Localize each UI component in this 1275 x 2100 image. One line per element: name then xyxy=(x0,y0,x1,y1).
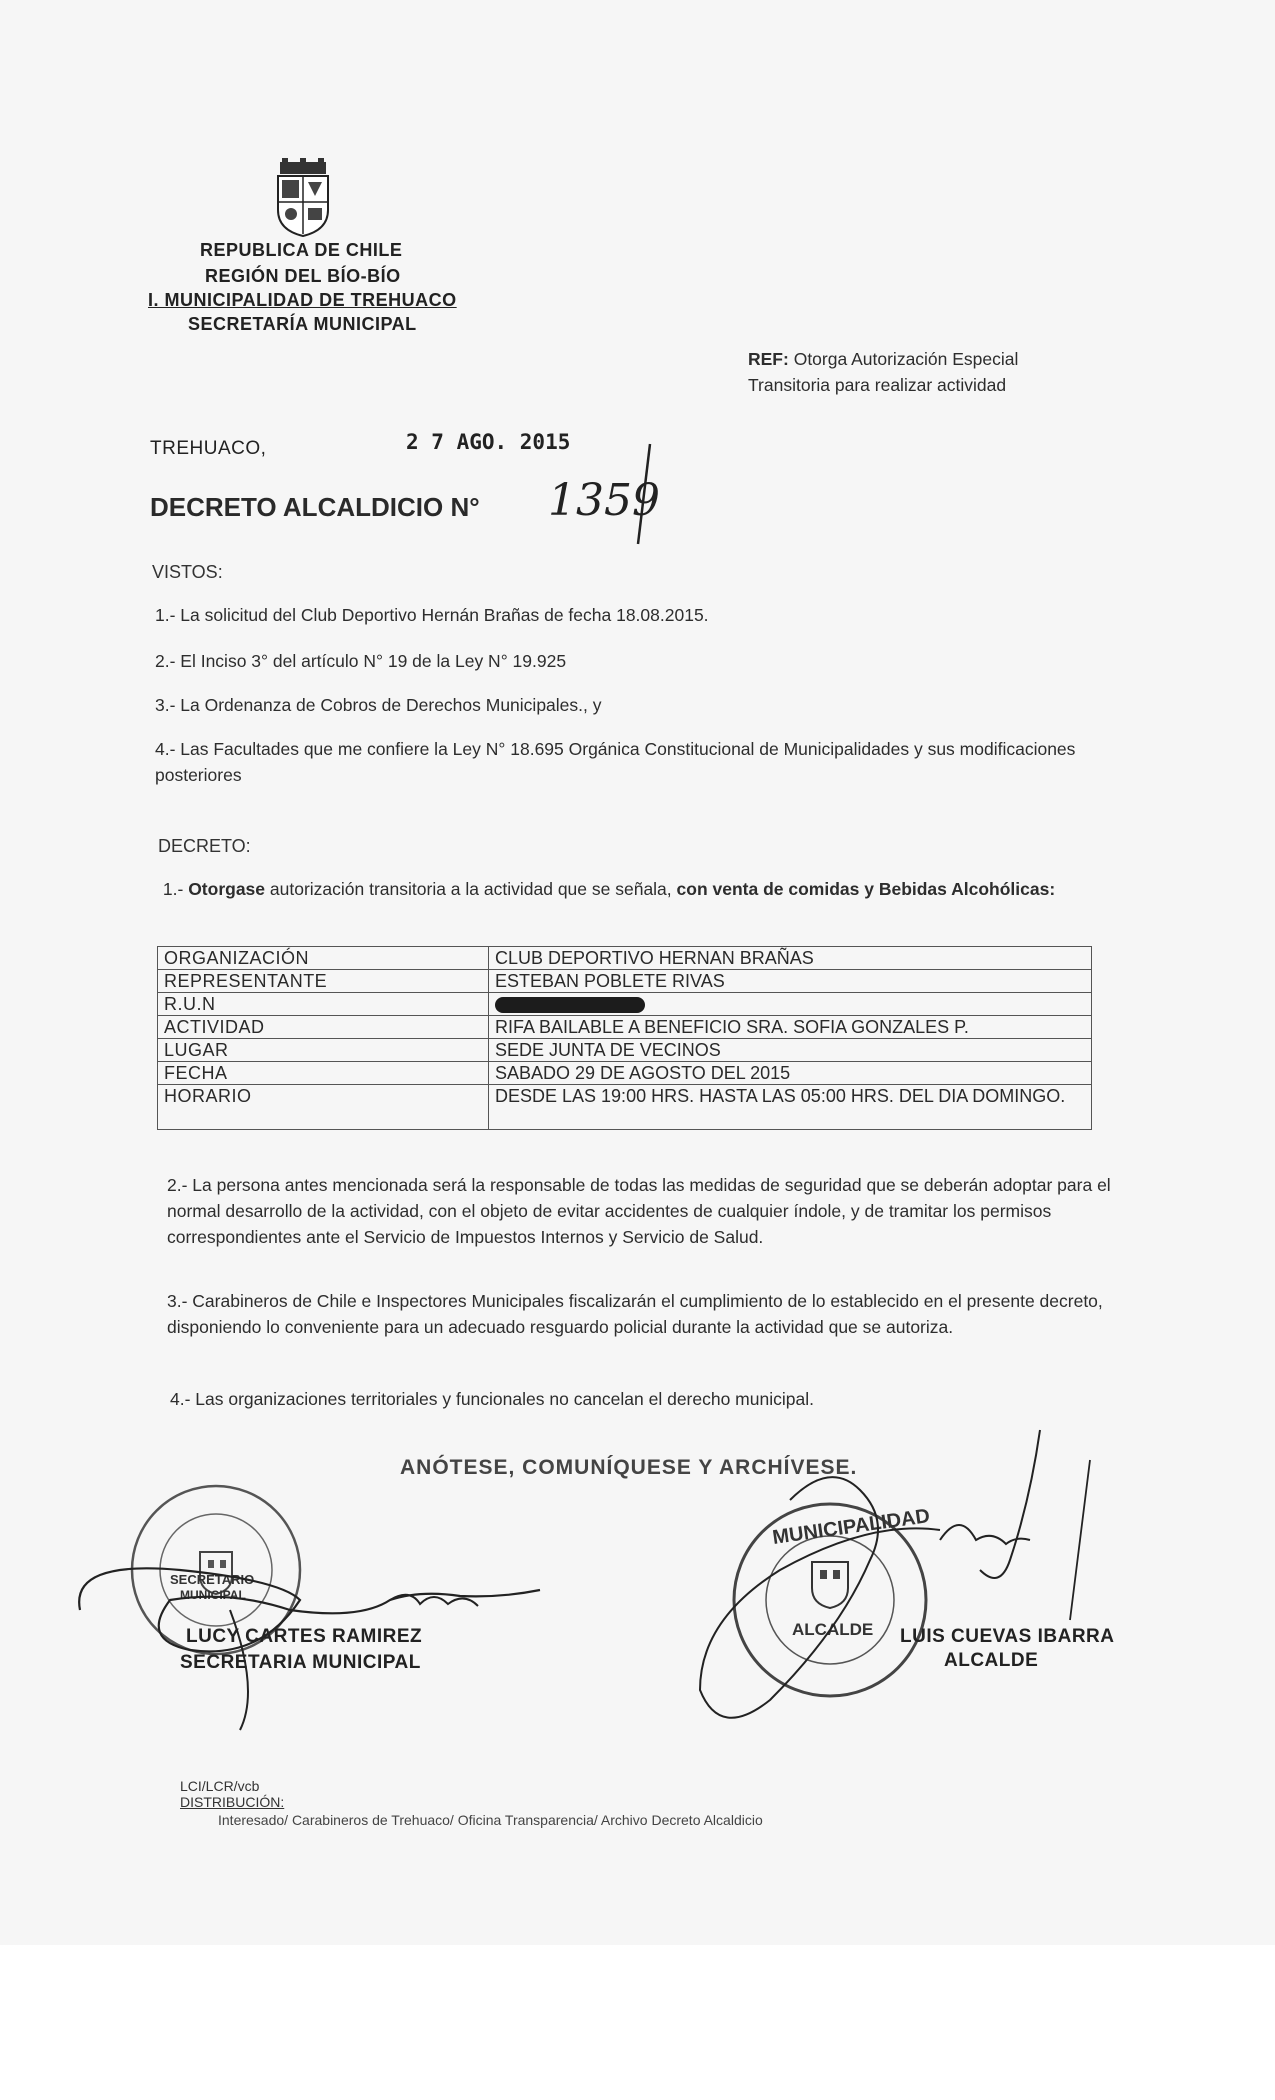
vistos-item-2: 2.- El Inciso 3° del artículo N° 19 de la Ley N° 19.925 xyxy=(155,651,567,671)
header-republic: REPUBLICA DE CHILE xyxy=(200,240,403,260)
decreto-item-3: 3.- Carabineros de Chile e Inspectores Municipales fiscalizarán el cumplimiento de lo establecido en el presente decreto, disponiendo lo conveniente para un adecuado resguardo policial durante la actividad que se autoriza. xyxy=(167,1291,1103,1337)
coat-of-arms-icon xyxy=(272,158,334,238)
seal-text-ilustre: MUNICIPALIDAD xyxy=(771,1505,932,1549)
table-key: ACTIVIDAD xyxy=(158,1016,489,1039)
place-label: TREHUACO, xyxy=(150,438,267,459)
table-value: DESDE LAS 19:00 HRS. HASTA LAS 05:00 HRS. DEL DIA DOMINGO. xyxy=(489,1085,1092,1130)
table-key: FECHA xyxy=(158,1062,489,1085)
table-value: RIFA BAILABLE A BENEFICIO SRA. SOFIA GONZALES P. xyxy=(489,1016,1092,1039)
header-municipality: I. MUNICIPALIDAD DE TREHUACO xyxy=(148,290,457,310)
vistos-item-4: 4.- Las Facultades que me confiere la Ley N° 18.695 Orgánica Constitucional de Municipalidades y sus modificaciones posteriores xyxy=(155,739,1076,785)
vistos-heading: VISTOS: xyxy=(152,562,223,582)
distribution-label: DISTRIBUCIÓN: xyxy=(180,1794,285,1810)
alcalde-signature xyxy=(640,1420,1160,1740)
activity-info-table xyxy=(157,946,1092,1130)
decreto-item-1-bold: Otorgase xyxy=(188,879,266,899)
distribution-text: Interesado/ Carabineros de Trehuaco/ Oficina Transparencia/ Archivo Decreto Alcaldicio xyxy=(218,1812,763,1828)
decree-number: 1359 xyxy=(548,475,660,526)
decreto-heading: DECRETO: xyxy=(158,836,251,856)
table-key: REPRESENTANTE xyxy=(158,970,489,993)
seal-text-municipal: MUNICIPAL xyxy=(180,1588,246,1602)
table-value: SEDE JUNTA DE VECINOS xyxy=(489,1039,1092,1062)
table-key: R.U.N xyxy=(158,993,489,1016)
ref-label: REF: xyxy=(748,349,789,369)
decreto-item-4: 4.- Las organizaciones territoriales y funcionales no cancelan el derecho municipal. xyxy=(170,1389,814,1409)
table-value-redacted xyxy=(489,993,1092,1016)
table-row xyxy=(158,1085,1092,1130)
table-key: LUGAR xyxy=(158,1039,489,1062)
table-value: SABADO 29 DE AGOSTO DEL 2015 xyxy=(489,1062,1092,1085)
closing-formula: ANÓTESE, COMUNÍQUESE Y ARCHÍVESE. xyxy=(400,1456,858,1479)
decreto-item-1-num: 1.- xyxy=(162,879,184,899)
alcalde-title: ALCALDE xyxy=(944,1650,1039,1671)
seal-text-alcalde: ALCALDE xyxy=(792,1620,874,1639)
table-row xyxy=(158,947,1092,970)
header-secretariat: SECRETARÍA MUNICIPAL xyxy=(188,314,417,334)
date-stamp: 2 7 AGO. 2015 xyxy=(406,430,571,454)
decreto-item-1-bold2: con venta de comidas y Bebidas Alcohólicas: xyxy=(676,879,1056,899)
table-key: ORGANIZACIÓN xyxy=(158,947,489,970)
table-row xyxy=(158,1062,1092,1085)
table-row xyxy=(158,1039,1092,1062)
table-key: HORARIO xyxy=(158,1085,489,1130)
table-value: CLUB DEPORTIVO HERNAN BRAÑAS xyxy=(489,947,1092,970)
decreto-item-1 xyxy=(158,876,1108,902)
table-value: ESTEBAN POBLETE RIVAS xyxy=(489,970,1092,993)
initials: LCI/LCR/vcb xyxy=(180,1778,260,1794)
ref-block xyxy=(748,346,1018,398)
secretary-name: LUCY CARTES RAMIREZ xyxy=(186,1626,423,1647)
vistos-item-1: 1.- La solicitud del Club Deportivo Hernán Brañas de fecha 18.08.2015. xyxy=(155,605,709,625)
redaction-mark xyxy=(495,997,645,1013)
ref-line1: Otorga Autorización Especial xyxy=(793,349,1019,369)
decreto-item-1-text: autorización transitoria a la actividad que se señala, xyxy=(269,879,672,899)
decreto-item-2: 2.- La persona antes mencionada será la responsable de todas las medidas de seguridad que se deberán adoptar para el normal desarrollo de la actividad, con el objeto de evitar accidentes de cualquier índole, y de tramitar los permisos correspondientes ante el Servicio de Impuestos Internos y Servicio de Salud. xyxy=(167,1175,1111,1247)
ref-line2: Transitoria para realizar actividad xyxy=(748,375,1007,395)
seal-text-secretario: SECRETARIO xyxy=(170,1572,255,1587)
table-row xyxy=(158,993,1092,1016)
decree-title: DECRETO ALCALDICIO N° xyxy=(150,492,480,522)
header-region: REGIÓN DEL BÍO-BÍO xyxy=(205,266,401,286)
alcalde-name: LUIS CUEVAS IBARRA xyxy=(900,1626,1115,1647)
table-row xyxy=(158,1016,1092,1039)
vistos-item-3: 3.- La Ordenanza de Cobros de Derechos Municipales., y xyxy=(155,695,602,715)
table-row xyxy=(158,970,1092,993)
secretary-title: SECRETARIA MUNICIPAL xyxy=(180,1652,421,1673)
handwritten-slash-mark xyxy=(628,440,658,550)
